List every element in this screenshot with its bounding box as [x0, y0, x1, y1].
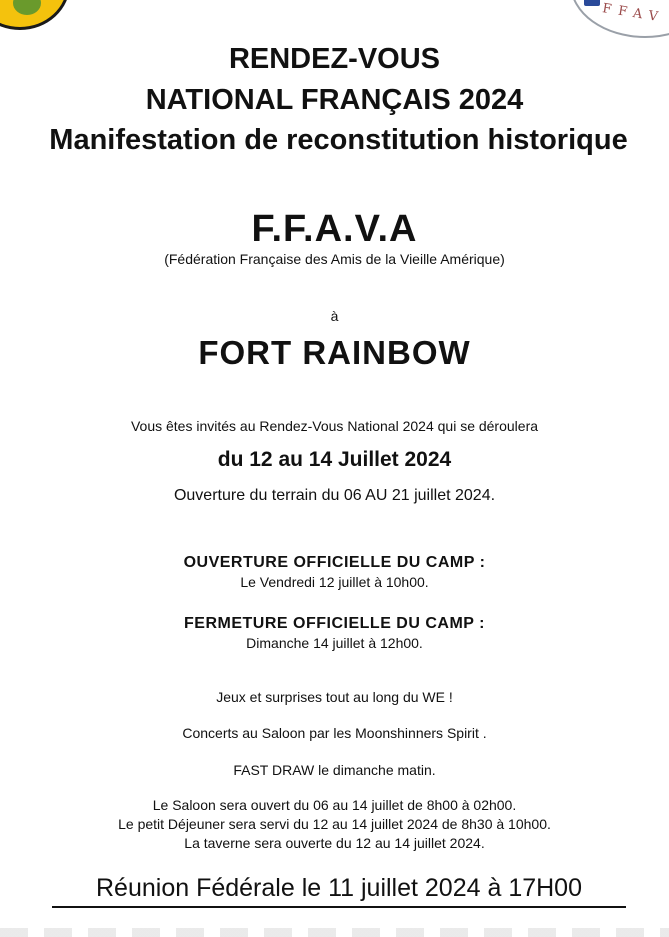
ffava-logo-right [570, 0, 669, 38]
organization-full-name: (Fédération Française des Amis de la Vieille Amérique) [164, 251, 505, 267]
camp-closing-title: FERMETURE OFFICIELLE DU CAMP : [184, 615, 485, 632]
service-tavern: La taverne sera ouverte du 12 au 14 juillet 2024. [184, 835, 485, 851]
logo-lettering: FFAV [601, 1, 666, 26]
ffava-logo-left [0, 0, 70, 30]
activity-fast-draw: FAST DRAW le dimanche matin. [233, 762, 436, 778]
federal-meeting-underline [52, 906, 626, 908]
cropped-bottom-text-strip [0, 928, 669, 937]
title-line-2: NATIONAL FRANÇAIS 2024 [145, 84, 524, 116]
event-dates: du 12 au 14 Juillet 2024 [217, 448, 452, 471]
venue-name: FORT RAINBOW [198, 334, 471, 371]
camp-opening-title: OUVERTURE OFFICIELLE DU CAMP : [183, 554, 486, 571]
service-breakfast: Le petit Déjeuner sera servi du 12 au 14 juillet 2024 de 8h30 à 10h00. [118, 816, 551, 832]
service-saloon: Le Saloon sera ouvert du 06 au 14 juillet de 8h00 à 02h00. [152, 797, 517, 813]
federal-meeting: Réunion Fédérale le 11 juillet 2024 à 17H00 [96, 874, 582, 902]
organization-acronym: F.F.A.V.A [251, 208, 418, 250]
logo-flag-badge [584, 0, 600, 6]
activity-concerts: Concerts au Saloon par les Moonshinners Spirit . [182, 725, 487, 741]
site-opening: Ouverture du terrain du 06 AU 21 juillet 2024. [173, 487, 496, 504]
camp-opening-date: Le Vendredi 12 juillet à 10h00. [240, 574, 429, 590]
venue-preposition: à [330, 308, 339, 324]
title-line-3: Manifestation de reconstitution historique [49, 124, 628, 156]
camp-closing-date: Dimanche 14 juillet à 12h00. [246, 635, 423, 651]
title-line-1: RENDEZ-VOUS [228, 43, 441, 75]
invitation-intro: Vous êtes invités au Rendez-Vous National 2024 qui se déroulera [130, 418, 539, 434]
logo-emblem [13, 0, 41, 15]
activity-games: Jeux et surprises tout au long du WE ! [216, 689, 453, 705]
